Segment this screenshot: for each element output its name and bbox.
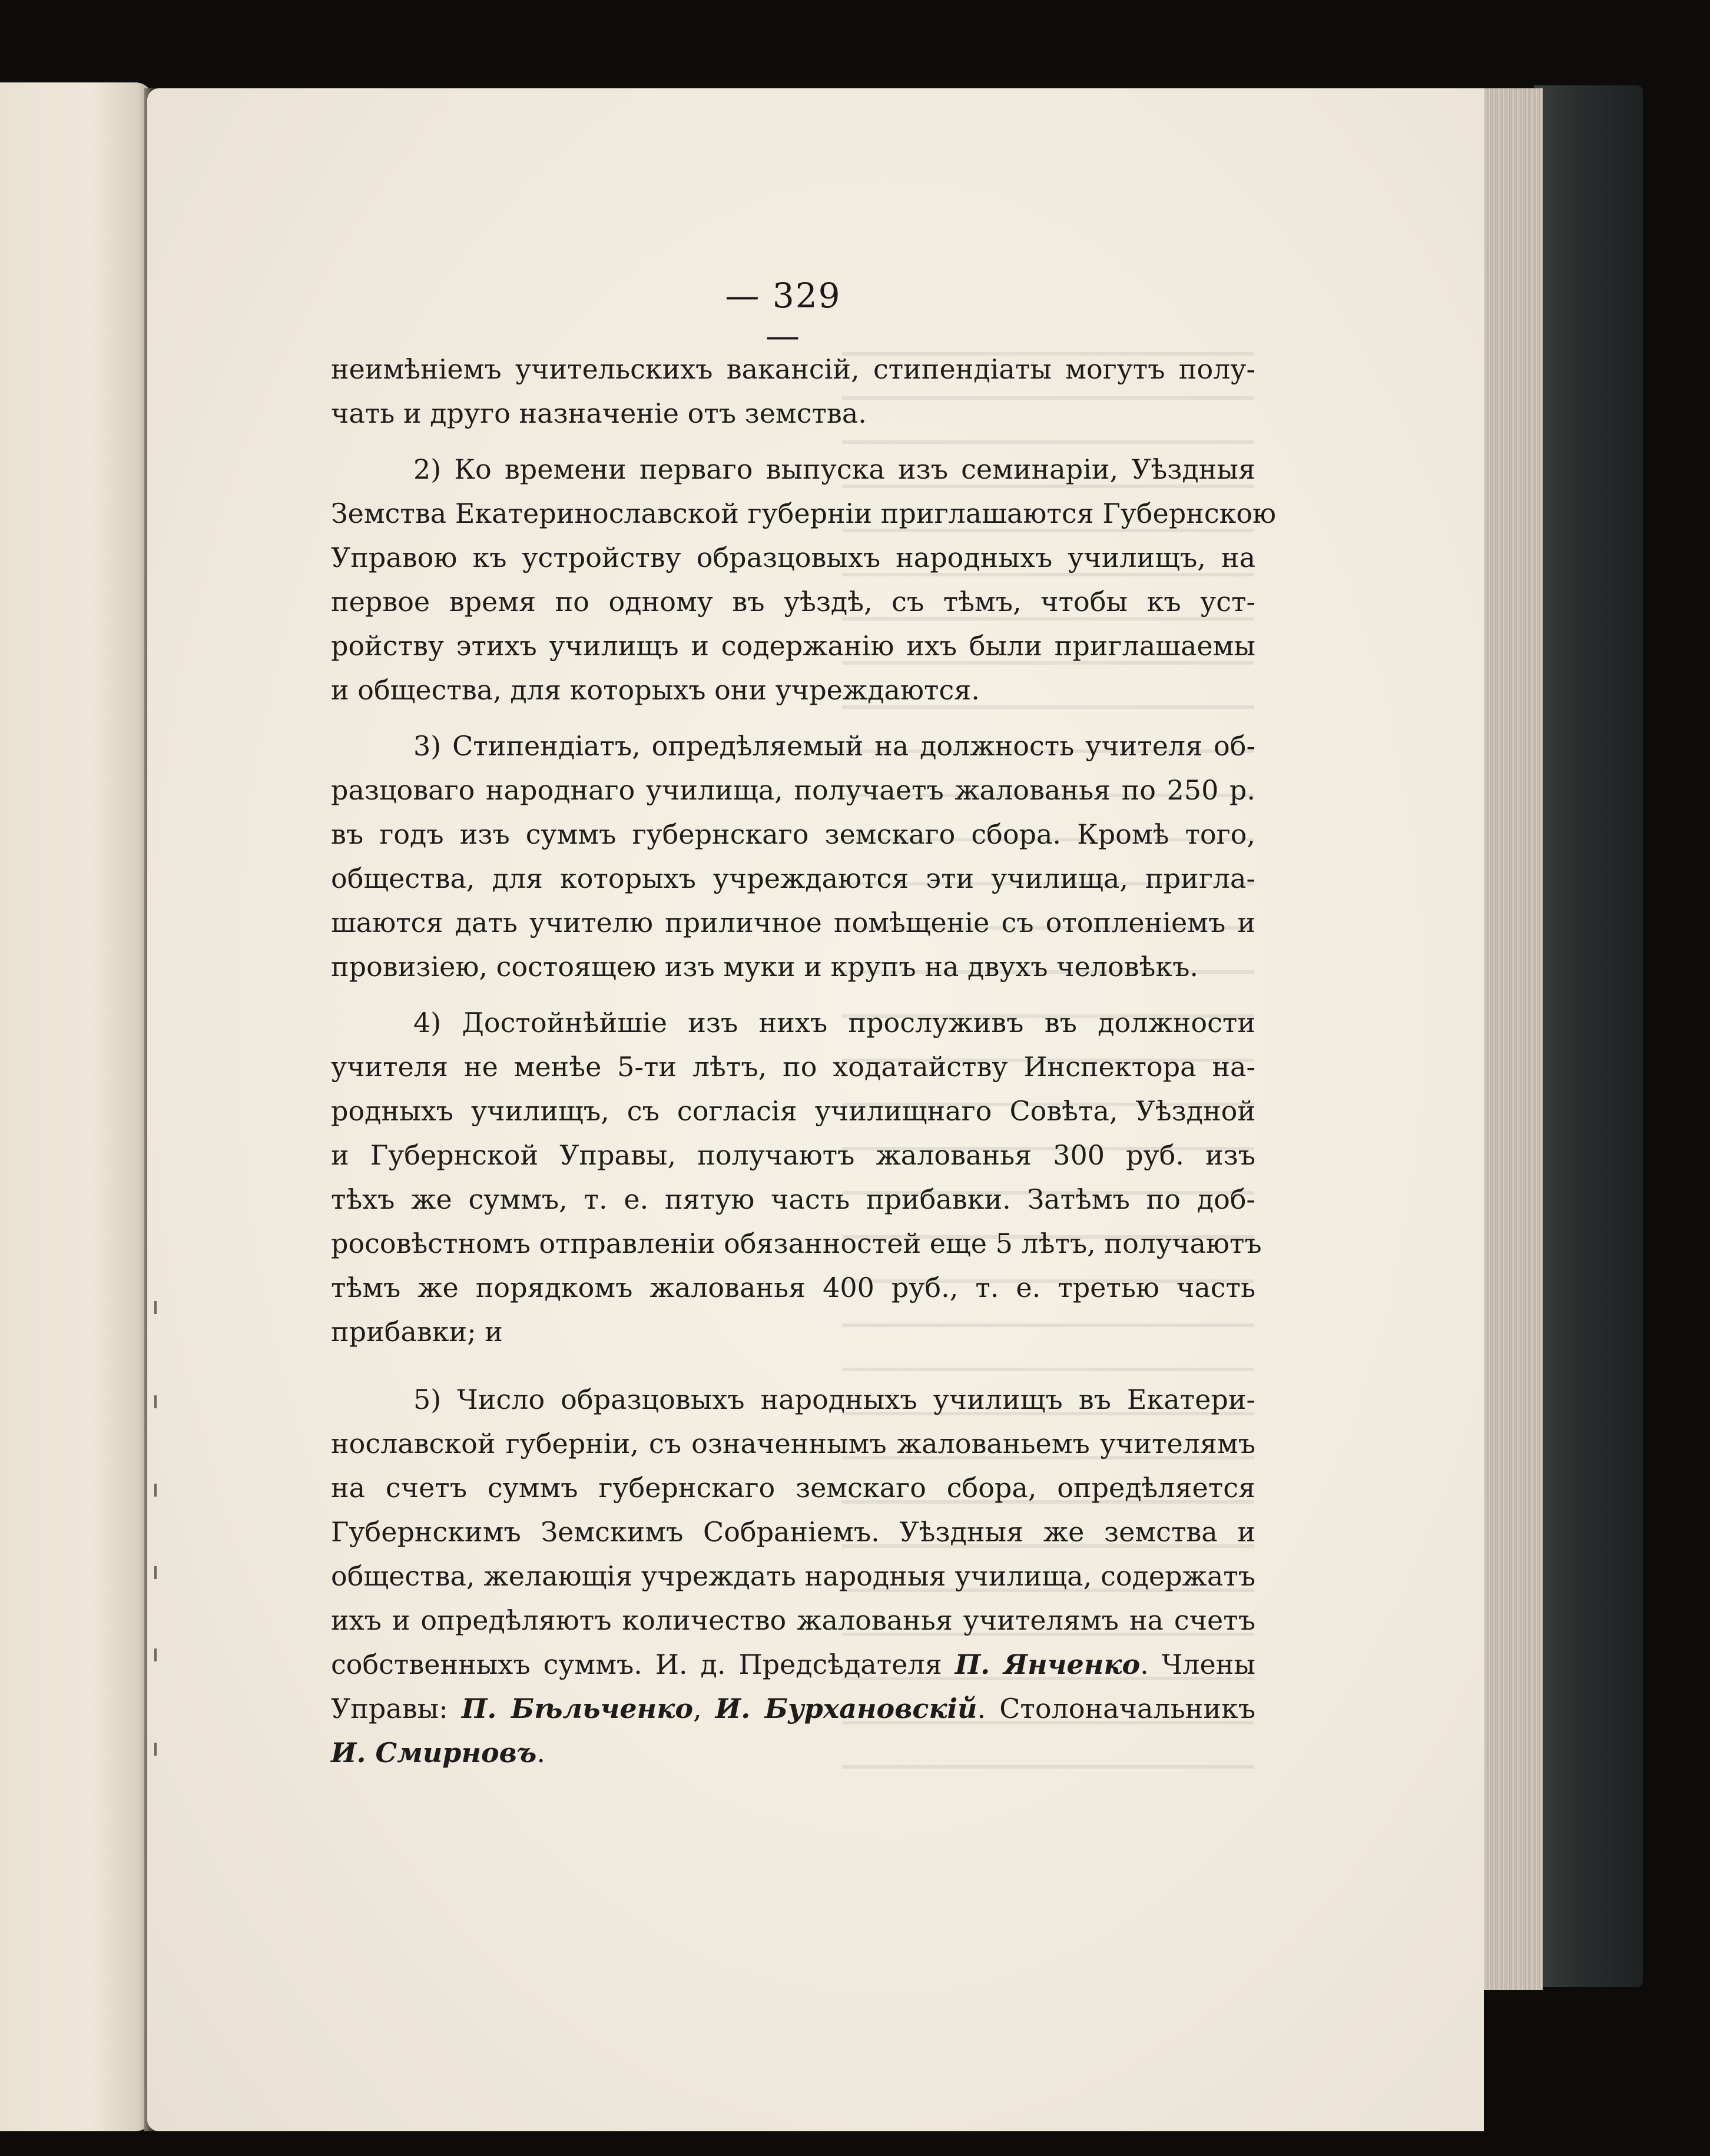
text-line: общества, для которыхъ учреждаются эти училища, пригла- bbox=[331, 863, 1255, 894]
text-line: ихъ и опредѣляютъ количество жалованья учителямъ на счетъ bbox=[331, 1604, 1255, 1636]
signature-text: . Столоначальникъ bbox=[977, 1693, 1255, 1724]
text-line: нославской губерніи, съ означеннымъ жалованьемъ учителямъ bbox=[331, 1428, 1255, 1460]
text-line: тѣхъ же суммъ, т. е. пятую часть прибавки. Затѣмъ по доб- bbox=[331, 1183, 1255, 1215]
signature-text: . Члены bbox=[1140, 1648, 1256, 1680]
text-line: 5) Число образцовыхъ народныхъ училищъ въ Екатери- bbox=[413, 1384, 1255, 1415]
paragraph-2 bbox=[331, 447, 1277, 712]
text-line: первое время по одному въ уѣздѣ, съ тѣмъ, чтобы къ уст- bbox=[331, 586, 1255, 618]
signature-text: собственныхъ суммъ. И. д. Предсѣдателя bbox=[331, 1648, 955, 1680]
text-line: чать и друго назначеніе отъ земства. bbox=[331, 397, 867, 429]
text-line: учителя не менѣе 5-ти лѣтъ, по ходатайству Инспектора на- bbox=[331, 1051, 1255, 1083]
text-line: и Губернской Управы, получаютъ жалованья 300 руб. изъ bbox=[331, 1139, 1255, 1171]
paragraph-continuation bbox=[331, 347, 1255, 436]
member-name: И. Бурхановскій bbox=[715, 1693, 977, 1724]
paragraph-3 bbox=[331, 724, 1255, 989]
text-line: 3) Стипендіатъ, опредѣляемый на должность учителя об- bbox=[413, 730, 1255, 762]
text-line: 4) Достойнѣйшіе изъ нихъ прослуживъ въ должности bbox=[413, 1007, 1255, 1039]
text-line: Управою къ устройству образцовыхъ народныхъ училищъ, на bbox=[331, 542, 1255, 573]
text-line: неимѣніемъ учительскихъ вакансій, стипендіаты могутъ полу- bbox=[331, 353, 1255, 385]
book-cover bbox=[1534, 85, 1643, 1987]
chairman-name: П. Янченко bbox=[955, 1648, 1141, 1680]
page-body bbox=[331, 347, 1277, 1775]
signature-text: Управы: bbox=[331, 1693, 462, 1724]
paragraph-5 bbox=[331, 1378, 1255, 1775]
paragraph-4 bbox=[331, 1001, 1262, 1354]
text-line: провизіею, состоящею изъ муки и крупъ на двухъ человѣкъ. bbox=[331, 951, 1198, 983]
signature-text: , bbox=[693, 1693, 715, 1724]
text-line: шаются дать учителю приличное помѣщеніе съ отопленіемъ и bbox=[331, 907, 1255, 938]
signature-line-1 bbox=[331, 1643, 1255, 1687]
member-name: П. Бѣльченко bbox=[461, 1693, 694, 1724]
text-line: тѣмъ же порядкомъ жалованья 400 руб., т. е. третью часть bbox=[331, 1272, 1255, 1303]
text-line: Губернскимъ Земскимъ Собраніемъ. Уѣздныя же земства и bbox=[331, 1516, 1255, 1548]
signature-line-3 bbox=[331, 1731, 1255, 1775]
text-line: и общества, для которыхъ они учреждаются. bbox=[331, 674, 980, 706]
clerk-name: И. Смирновъ bbox=[331, 1737, 537, 1769]
signature-text: . bbox=[536, 1737, 545, 1769]
text-line: родныхъ училищъ, съ согласія училищнаго Совѣта, Уѣздной bbox=[331, 1095, 1255, 1127]
text-line: общества, желающія учреждать народныя училища, содержатъ bbox=[331, 1560, 1255, 1592]
text-line: на счетъ суммъ губернскаго земскаго сбора, опредѣляется bbox=[331, 1472, 1255, 1504]
text-line: прибавки; и bbox=[331, 1316, 503, 1348]
text-line: Земства Екатеринославской губерніи приглашаются Губернскою bbox=[331, 497, 1277, 529]
text-line: разцоваго народнаго училища, получаетъ жалованья по 250 р. bbox=[331, 774, 1255, 806]
left-page-edge bbox=[0, 82, 153, 2131]
text-line: 2) Ко времени перваго выпуска изъ семинаріи, Уѣздныя bbox=[413, 453, 1255, 485]
text-line: росовѣстномъ отправленіи обязанностей еще 5 лѣтъ, получаютъ bbox=[331, 1228, 1262, 1259]
text-line: въ годъ изъ суммъ губернскаго земскаго сбора. Кромѣ того, bbox=[331, 818, 1255, 850]
page-number: — 329 — bbox=[725, 276, 841, 356]
signature-line-2 bbox=[331, 1687, 1255, 1731]
text-line: ройству этихъ училищъ и содержанію ихъ были приглашаемы bbox=[331, 630, 1255, 662]
